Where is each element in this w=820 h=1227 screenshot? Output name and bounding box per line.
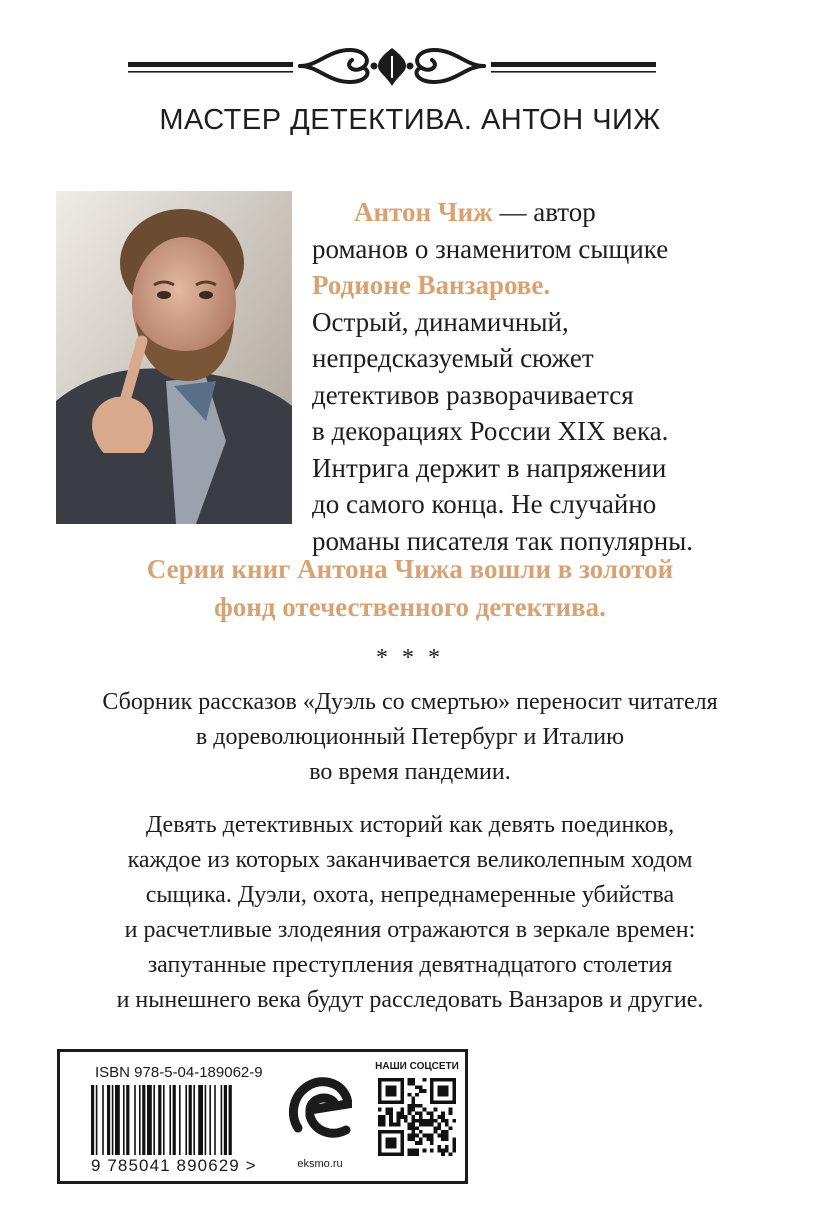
social-label: НАШИ СОЦСЕТИ (375, 1061, 459, 1072)
publisher-site: eksmo.ru (297, 1158, 343, 1170)
tagline-line-2: фонд отечественного детектива. (214, 592, 606, 622)
author-name: Антон Чиж (354, 197, 493, 227)
annotation-line: каждое из которых заканчивается великолепным ходом (127, 847, 693, 873)
bio-line-2: романов о знаменитом сыщике (312, 233, 669, 264)
bio-line-1-rest: — автор (492, 197, 596, 227)
annotation-line: и нынешнего века будут расследовать Ванзаров и другие. (116, 987, 704, 1013)
bio-line-1 (312, 194, 792, 231)
annotation-line: в дореволюционный Петербург и Италию (195, 724, 625, 750)
bio-line-9: до самого конца. Не случайно (312, 489, 657, 519)
isbn-text: ISBN 978-5-04-189062-9 (95, 1064, 263, 1081)
annotation-line: Девять детективных историй как девять поединков, (145, 812, 675, 838)
annotation-paragraph-2 (0, 808, 820, 1018)
bio-line-10: романы писателя так популярны. (312, 525, 694, 556)
isbn-box (57, 1049, 468, 1184)
detective-name: Родионе Ванзарове. (312, 270, 551, 300)
annotation-line: и расчетливые злодеяния отражаются в зеркале времен: (124, 917, 696, 943)
series-title: МАСТЕР ДЕТЕКТИВА. АНТОН ЧИЖ (159, 104, 661, 136)
author-bio (312, 194, 792, 559)
bio-line-4: Острый, динамичный, (312, 306, 569, 337)
annotation-paragraph-1 (0, 685, 820, 790)
annotation-line: Сборник рассказов «Дуэль со смертью» переносит читателя (102, 689, 718, 715)
annotation-line: во время пандемии. (309, 759, 511, 785)
eksmo-logo-icon (288, 1076, 352, 1152)
qr-code-icon (378, 1078, 456, 1156)
bio-line-5: непредсказуемый сюжет (312, 343, 594, 373)
annotation-line: запутанные преступления девятнадцатого столетия (147, 952, 673, 978)
ean-number: 9 785041 890629 > (91, 1156, 257, 1175)
ornament-flourish-icon (128, 40, 656, 92)
tagline (0, 550, 820, 626)
bio-line-6: детективов разворачивается (312, 379, 634, 410)
bio-line-7: в декорациях России XIX века. (312, 416, 669, 446)
annotation-line: сыщика. Дуэли, охота, непреднамеренные убийства (145, 882, 675, 908)
separator-stars: * * * (376, 645, 444, 671)
bio-line-8: Интрига держит в напряжении (312, 452, 667, 483)
tagline-line-1: Серии книг Антона Чижа вошли в золотой (146, 554, 674, 584)
barcode-icon (91, 1085, 269, 1155)
author-photo (56, 191, 292, 524)
